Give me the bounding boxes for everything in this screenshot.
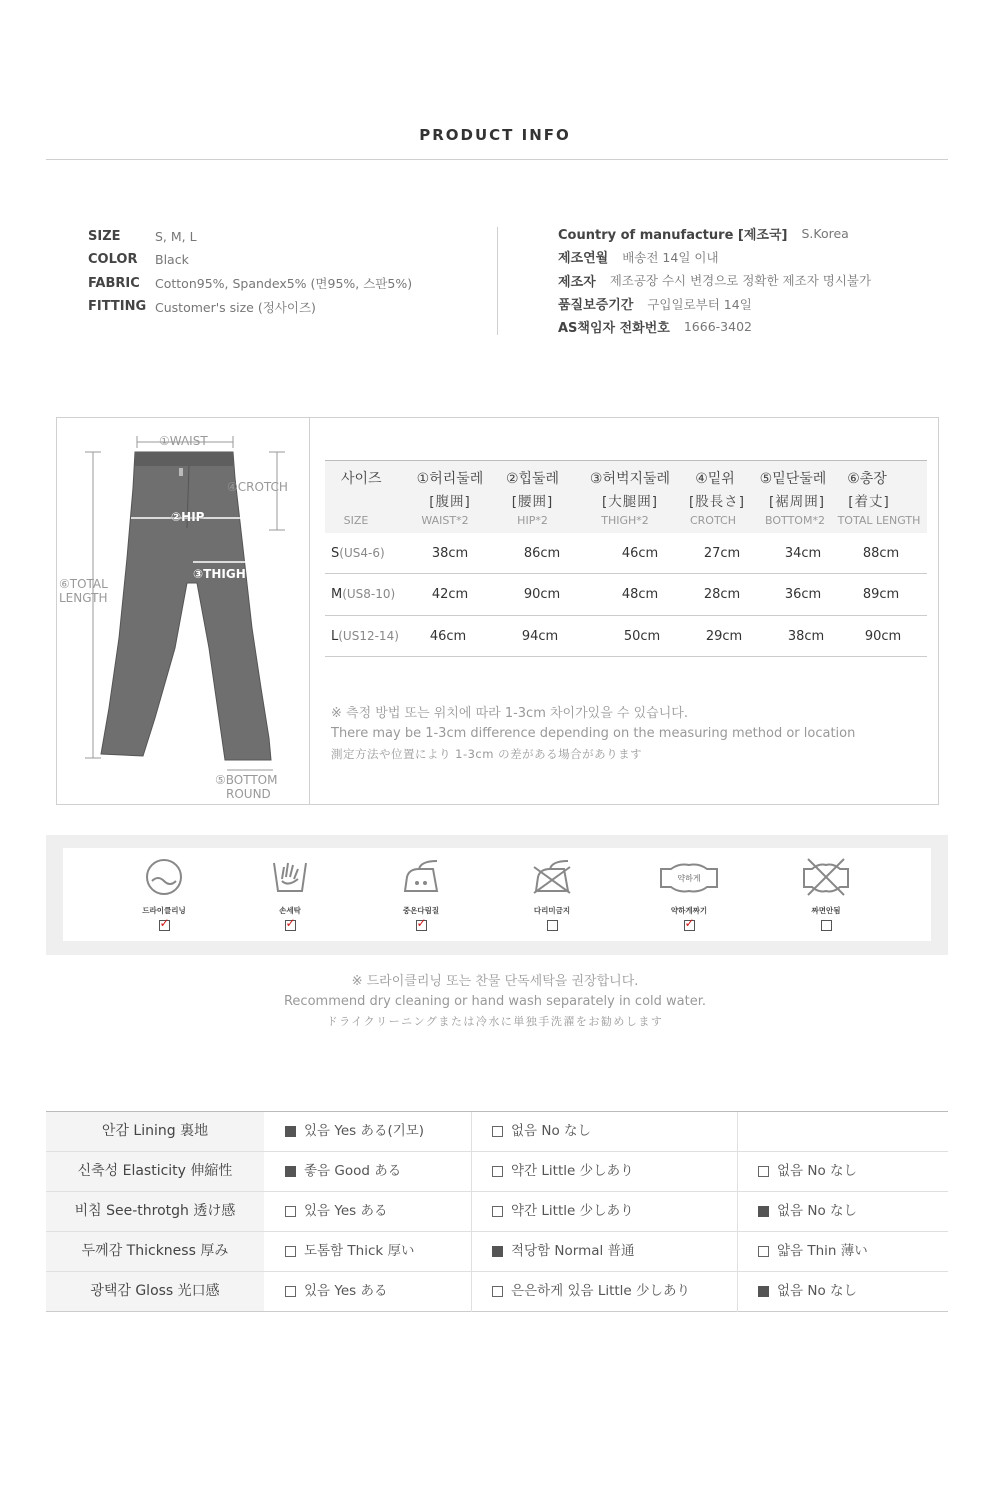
info-key: 제조연월 bbox=[558, 251, 609, 267]
gentle-wring-icon-text: 약하게 bbox=[677, 874, 701, 883]
care-checkbox[interactable] bbox=[416, 916, 427, 931]
fabric-option[interactable] bbox=[285, 1192, 387, 1231]
fabric-option[interactable] bbox=[758, 1192, 857, 1231]
pants-diagram bbox=[57, 418, 309, 804]
checkbox-unchecked bbox=[285, 1206, 296, 1217]
gentle-wring-icon bbox=[659, 857, 719, 897]
check-mark-icon: ✓ bbox=[159, 916, 170, 930]
info-value: Customer's size (정사이즈) bbox=[155, 299, 316, 315]
checkbox-unchecked bbox=[492, 1286, 503, 1297]
measure-note-ja: 測定方法や位置により 1-3cm の差がある場合があります bbox=[331, 747, 643, 761]
care-note-ko: ※ 드라이클리닝 또는 찬물 단독세탁을 권장합니다. bbox=[351, 974, 639, 989]
info-date-row bbox=[558, 245, 988, 268]
size-table-header bbox=[325, 460, 927, 533]
size-code: L bbox=[331, 628, 339, 644]
fabric-label: 안감 Lining 裏地 bbox=[46, 1112, 264, 1151]
option-text: 얇음 Thin 薄い bbox=[777, 1243, 868, 1259]
waist-cell: 38cm bbox=[431, 546, 469, 561]
fabric-label: 신축성 Elasticity 伸縮性 bbox=[46, 1152, 264, 1191]
size-code: M bbox=[331, 587, 343, 603]
care-label: 짜면안됨 bbox=[811, 906, 841, 915]
care-checkbox[interactable] bbox=[159, 916, 170, 931]
bottom-round-label-2: ROUND bbox=[226, 787, 271, 801]
option-text: 있음 Yes ある bbox=[304, 1203, 388, 1219]
col-divider bbox=[471, 1232, 472, 1272]
checkbox-unchecked bbox=[285, 1246, 296, 1257]
info-value: 제조공장 수시 변경으로 정확한 제조자 명시불가 bbox=[609, 273, 872, 289]
care-item-iron-medium bbox=[381, 857, 461, 931]
size-name-cell bbox=[331, 629, 399, 644]
header-en: BOTTOM*2 bbox=[765, 514, 825, 527]
info-key: AS책임자 전화번호 bbox=[558, 321, 670, 337]
pants-illustration bbox=[57, 418, 309, 804]
bottom-round-label-1: ⑤BOTTOM bbox=[215, 773, 278, 787]
col-divider bbox=[737, 1152, 738, 1192]
hand-wash-icon bbox=[270, 857, 310, 897]
care-checkbox[interactable] bbox=[547, 920, 558, 931]
info-fitting-row bbox=[88, 295, 488, 318]
fabric-option[interactable] bbox=[285, 1272, 387, 1311]
total-cell: 88cm bbox=[862, 546, 900, 561]
measure-note-ko: ※ 측정 방법 또는 위치에 따라 1-3cm 차이가있을 수 있습니다. bbox=[331, 706, 688, 721]
header-en: SIZE bbox=[343, 514, 369, 527]
fabric-option[interactable] bbox=[492, 1112, 591, 1151]
info-size-row bbox=[88, 225, 488, 248]
crotch-cell: 28cm bbox=[703, 587, 741, 603]
checkbox-checked bbox=[285, 1126, 296, 1137]
size-code: S bbox=[331, 546, 340, 561]
header-en: HIP*2 bbox=[517, 514, 548, 527]
option-text: 없음 No なし bbox=[511, 1123, 592, 1139]
header-en: TOTAL LENGTH bbox=[837, 514, 921, 527]
waist-label: ①WAIST bbox=[159, 434, 208, 448]
fabric-option[interactable] bbox=[285, 1232, 415, 1271]
fabric-option[interactable] bbox=[492, 1192, 634, 1231]
thigh-cell: 48cm bbox=[621, 587, 659, 603]
care-label: 손세탁 bbox=[279, 906, 301, 915]
hip-label: ②HIP bbox=[171, 510, 205, 524]
fabric-label: 광택감 Gloss 光口感 bbox=[46, 1272, 264, 1311]
care-label: 드라이클리닝 bbox=[142, 906, 186, 915]
header-ja: [着丈] bbox=[848, 494, 890, 510]
size-us: (US12-14) bbox=[338, 628, 399, 643]
care-checkbox[interactable] bbox=[684, 916, 695, 931]
checkbox-checked bbox=[758, 1286, 769, 1297]
size-row-l bbox=[325, 616, 927, 657]
info-value: Cotton95%, Spandex5% (면95%, 스판5%) bbox=[155, 276, 413, 292]
header-ko: ①허리둘레 bbox=[416, 471, 484, 487]
bottom-cell: 38cm bbox=[787, 628, 825, 644]
fabric-option[interactable] bbox=[758, 1152, 857, 1191]
bottom-cell: 36cm bbox=[784, 587, 822, 603]
option-text: 적당함 Normal 普通 bbox=[511, 1243, 635, 1259]
info-color-row bbox=[88, 248, 488, 271]
option-text: 있음 Yes ある(기모) bbox=[304, 1123, 425, 1139]
hip-cell: 94cm bbox=[521, 628, 559, 644]
fabric-label: 비침 See-throtgh 透け感 bbox=[46, 1192, 264, 1231]
waist-cell: 46cm bbox=[429, 628, 467, 644]
size-table bbox=[325, 460, 927, 657]
fabric-option[interactable] bbox=[285, 1152, 401, 1191]
info-value: S, M, L bbox=[155, 229, 197, 245]
care-checkbox[interactable] bbox=[821, 920, 832, 931]
info-value: S.Korea bbox=[801, 226, 849, 242]
checkbox-unchecked bbox=[758, 1166, 769, 1177]
fabric-label: 두께감 Thickness 厚み bbox=[46, 1232, 264, 1271]
fabric-row-thickness bbox=[46, 1232, 948, 1272]
check-mark-icon: ✓ bbox=[285, 916, 296, 930]
header-en: THIGH*2 bbox=[601, 514, 649, 527]
header-ko: ③허벅지둘레 bbox=[589, 471, 671, 487]
option-text: 없음 No なし bbox=[777, 1283, 858, 1299]
thigh-cell: 50cm bbox=[623, 628, 661, 644]
fabric-option[interactable] bbox=[492, 1152, 634, 1191]
care-item-gentle-wring bbox=[649, 857, 729, 931]
checkbox-checked bbox=[492, 1246, 503, 1257]
fabric-row-lining bbox=[46, 1112, 948, 1152]
hip-cell: 90cm bbox=[523, 587, 561, 603]
total-cell: 89cm bbox=[862, 587, 900, 603]
size-chart-divider bbox=[309, 418, 310, 804]
fabric-row-elasticity bbox=[46, 1152, 948, 1192]
header-ko: ⑥총장 bbox=[847, 471, 887, 487]
info-as-phone-row bbox=[558, 315, 988, 338]
info-key: 품질보증기간 bbox=[558, 298, 634, 314]
checkbox-unchecked bbox=[492, 1126, 503, 1137]
info-divider bbox=[497, 227, 498, 335]
fabric-option[interactable] bbox=[758, 1272, 857, 1311]
checkbox-checked bbox=[285, 1166, 296, 1177]
care-note-ja: ドライクリーニングまたは冷水に単独手洗濯をお勧めします bbox=[326, 1015, 664, 1028]
info-key: FABRIC bbox=[88, 275, 140, 291]
col-divider bbox=[737, 1112, 738, 1152]
no-wring-icon bbox=[802, 857, 850, 897]
fabric-option[interactable] bbox=[285, 1112, 424, 1151]
fabric-option[interactable] bbox=[492, 1232, 635, 1271]
waist-cell: 42cm bbox=[431, 587, 469, 603]
measure-note bbox=[331, 704, 855, 764]
basic-info bbox=[88, 225, 488, 318]
info-key: Country of manufacture [제조국] bbox=[558, 228, 788, 244]
care-checkbox[interactable] bbox=[285, 916, 296, 931]
fabric-row-gloss bbox=[46, 1272, 948, 1312]
header-ja: [腰囲] bbox=[511, 494, 554, 510]
option-text: 없음 No なし bbox=[777, 1203, 858, 1219]
bottom-cell: 34cm bbox=[784, 546, 822, 561]
size-us: (US4-6) bbox=[339, 546, 385, 560]
col-divider bbox=[737, 1232, 738, 1272]
info-key: 제조자 bbox=[558, 274, 596, 290]
care-item-no-wring bbox=[786, 857, 866, 931]
info-key: SIZE bbox=[88, 229, 121, 245]
col-divider bbox=[737, 1192, 738, 1232]
col-divider bbox=[471, 1272, 472, 1312]
care-label: 약하게짜기 bbox=[670, 906, 708, 915]
checkbox-unchecked bbox=[492, 1206, 503, 1217]
header-ko: ⑤밑단둘레 bbox=[759, 471, 827, 487]
header-ja: [股長さ] bbox=[688, 494, 746, 510]
care-label: 다리미금지 bbox=[533, 906, 571, 915]
info-key: COLOR bbox=[88, 252, 138, 268]
no-iron-icon bbox=[530, 857, 574, 897]
crotch-cell: 27cm bbox=[703, 546, 741, 561]
header-ko: 사이즈 bbox=[341, 471, 382, 487]
thigh-label: ③THIGH bbox=[193, 567, 246, 581]
care-item-no-iron bbox=[512, 857, 592, 931]
crotch-label: ④CROTCH bbox=[227, 480, 288, 494]
info-value: 배송전 14일 이내 bbox=[622, 249, 719, 265]
checkbox-unchecked bbox=[758, 1246, 769, 1257]
dry-clean-icon bbox=[144, 857, 184, 897]
info-value: 구입일로부터 14일 bbox=[647, 296, 752, 312]
total-cell: 90cm bbox=[864, 628, 902, 644]
fabric-option[interactable] bbox=[758, 1232, 868, 1271]
option-text: 은은하게 있음 Little 少しあり bbox=[511, 1283, 691, 1299]
header-ja: [腹囲] bbox=[429, 494, 471, 510]
option-text: 약간 Little 少しあり bbox=[511, 1163, 634, 1179]
col-divider bbox=[471, 1152, 472, 1192]
info-maker-row bbox=[558, 269, 988, 292]
hip-cell: 86cm bbox=[523, 546, 561, 561]
total-length-label-1: ⑥TOTAL bbox=[59, 577, 108, 591]
iron-medium-icon bbox=[399, 857, 443, 897]
page-title: PRODUCT INFO bbox=[419, 126, 571, 144]
fabric-row-see-through bbox=[46, 1192, 948, 1232]
total-length-label-2: LENGTH bbox=[59, 591, 108, 605]
header-ja: [大腿囲] bbox=[601, 494, 659, 510]
size-us: (US8-10) bbox=[342, 587, 396, 602]
checkbox-unchecked bbox=[285, 1286, 296, 1297]
checkbox-unchecked bbox=[492, 1166, 503, 1177]
size-name-cell bbox=[331, 587, 395, 602]
check-mark-icon: ✓ bbox=[416, 916, 427, 930]
care-item-dry-clean bbox=[124, 857, 204, 931]
size-name-cell bbox=[331, 546, 385, 561]
info-value: Black bbox=[155, 252, 189, 268]
col-divider bbox=[471, 1192, 472, 1232]
title-divider bbox=[46, 159, 948, 160]
thigh-cell: 46cm bbox=[621, 546, 659, 561]
header-ja: [裾周囲] bbox=[768, 494, 826, 510]
crotch-cell: 29cm bbox=[705, 628, 743, 644]
measure-note-en: There may be 1-3cm difference depending on the measuring method or location bbox=[331, 726, 856, 741]
col-divider bbox=[737, 1272, 738, 1312]
info-value: 1666-3402 bbox=[683, 319, 752, 335]
info-country-row bbox=[558, 222, 988, 245]
check-mark-icon: ✓ bbox=[684, 916, 695, 930]
info-fabric-row bbox=[88, 272, 488, 295]
care-label: 중온다림질 bbox=[402, 906, 440, 915]
col-divider bbox=[471, 1112, 472, 1152]
option-text: 좋음 Good ある bbox=[304, 1163, 402, 1179]
info-warranty-row bbox=[558, 292, 988, 315]
care-note bbox=[0, 972, 990, 1032]
care-item-hand-wash bbox=[250, 857, 330, 931]
fabric-properties-table bbox=[46, 1111, 948, 1312]
info-key: FITTING bbox=[88, 299, 147, 315]
header-en: CROTCH bbox=[689, 514, 736, 527]
option-text: 있음 Yes ある bbox=[304, 1283, 388, 1299]
care-note-en: Recommend dry cleaning or hand wash separately in cold water. bbox=[283, 994, 706, 1009]
header-ko: ②힙둘레 bbox=[505, 471, 560, 487]
header-en: WAIST*2 bbox=[421, 514, 469, 527]
option-text: 약간 Little 少しあり bbox=[511, 1203, 634, 1219]
option-text: 도톰함 Thick 厚い bbox=[304, 1243, 415, 1259]
fabric-option[interactable] bbox=[492, 1272, 690, 1311]
size-row-m bbox=[325, 574, 927, 615]
header-ko: ④밑위 bbox=[695, 471, 735, 487]
checkbox-checked bbox=[758, 1206, 769, 1217]
option-text: 없음 No なし bbox=[777, 1163, 858, 1179]
manufacture-info bbox=[558, 222, 988, 338]
size-row-s bbox=[325, 533, 927, 574]
